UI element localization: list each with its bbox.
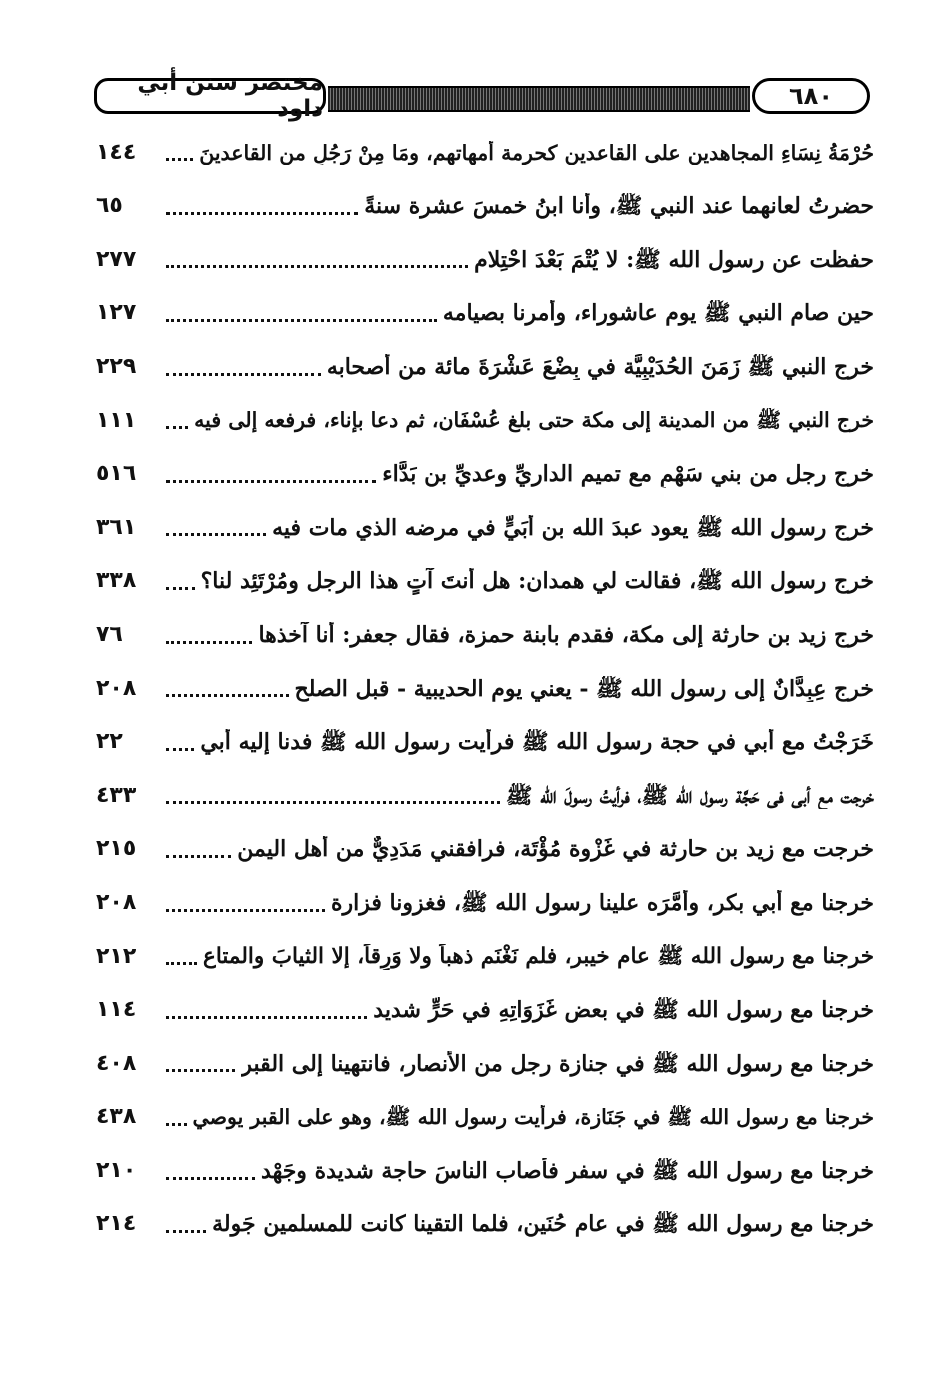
entry-text: خرجت مع أبي في حَجَّة رسول الله ﷺ، فرأيتُ رسولَ الله ﷺ bbox=[505, 782, 874, 809]
index-entry bbox=[96, 1144, 874, 1198]
entry-text: خرج النبي ﷺ من المدينة إلى مكة حتى بلغ عُسْفَان، ثم دعا بإناء، فرفعه إلى فيه bbox=[194, 408, 874, 433]
index-entry bbox=[96, 769, 874, 823]
leader-dots bbox=[166, 748, 194, 751]
entry-page-number: ٢١٢ bbox=[96, 943, 137, 969]
entry-text: حضرتُ لعانهما عند النبي ﷺ، وأنا ابنُ خمسَ عشرة سنةً bbox=[364, 193, 874, 220]
entry-text: خرجنا مع رسول الله ﷺ في عام حُنَين، فلما التقينا كانت للمسلمين جَولة bbox=[212, 1211, 874, 1238]
index-entry bbox=[96, 1198, 874, 1252]
entry-text: خرجنا مع أبي بكر، وأَمَّرَه علينا رسول الله ﷺ، فغزونا فزارة bbox=[330, 889, 874, 916]
entry-page-number: ٢٢٩ bbox=[96, 353, 137, 379]
index-entry bbox=[96, 608, 874, 662]
index-entry bbox=[96, 823, 874, 877]
index-entry bbox=[96, 876, 874, 930]
book-title: مختصر سنن أبي داود bbox=[94, 78, 326, 114]
index-entry bbox=[96, 287, 874, 341]
entry-text: حُرْمَةُ نِسَاءِ المجاهدين على القاعدين كحرمة أمهاتهم، ومَا مِنْ رَجُلٍ من القاعدينَ bbox=[199, 140, 874, 165]
entry-page-number: ٦٥ bbox=[96, 193, 123, 219]
entry-text: خرجنا مع رسول الله ﷺ في جَنَازة، فرأيت رسول الله ﷺ، وهو على القبر يوصي bbox=[192, 1105, 874, 1130]
index-entry bbox=[96, 394, 874, 448]
leader-dots bbox=[166, 801, 500, 804]
leader-dots bbox=[166, 855, 231, 858]
entry-page-number: ١١٤ bbox=[96, 997, 137, 1023]
entry-text: خرجنا مع رسول الله ﷺ في بعض غَزَوَاتِهِ في حَرٍّ شديد bbox=[373, 997, 874, 1024]
leader-dots bbox=[166, 587, 195, 590]
entry-page-number: ١٢٧ bbox=[96, 300, 137, 326]
entry-page-number: ٣٣٨ bbox=[96, 568, 137, 594]
index-entry bbox=[96, 448, 874, 502]
entry-text: خرج زيد بن حارثة إلى مكة، فقدم بابنة حمزة، فقال جعفر: أنا آخذها bbox=[258, 621, 874, 648]
entry-page-number: ٢٧٧ bbox=[96, 246, 137, 272]
index-list bbox=[96, 126, 874, 1251]
entry-page-number: ٢٢ bbox=[96, 729, 123, 755]
leader-dots bbox=[166, 158, 193, 161]
leader-dots bbox=[166, 909, 325, 912]
leader-dots bbox=[166, 1177, 255, 1180]
entry-page-number: ١١١ bbox=[96, 407, 137, 433]
entry-text: خرج رسول الله ﷺ يعود عبدَ الله بن أُبَيٍّ في مرضه الذي مات فيه bbox=[272, 514, 874, 541]
index-entry bbox=[96, 1091, 874, 1145]
index-entry bbox=[96, 662, 874, 716]
entry-text: خرجت مع زيد بن حارثة في غَزْوة مُؤْتَة، فرافقني مَدَدِيٌّ من أهل اليمن bbox=[237, 836, 874, 863]
leader-dots bbox=[166, 962, 197, 965]
entry-page-number: ٣٦١ bbox=[96, 514, 137, 540]
entry-text: خرج عِبِدَّانٌ إلى رسول الله ﷺ - يعني يوم الحديبية - قبل الصلح bbox=[294, 675, 874, 702]
leader-dots bbox=[166, 1123, 187, 1126]
entry-page-number: ٢١٤ bbox=[96, 1211, 137, 1237]
entry-page-number: ٢٠٨ bbox=[96, 675, 137, 701]
entry-text: خرج رسول الله ﷺ، فقالت لي همدان: هل أنتَ آتٍ هذا الرجل ومُرْتَئِد لنا؟ bbox=[200, 568, 874, 595]
leader-dots bbox=[166, 641, 252, 644]
entry-page-number: ٢١٠ bbox=[96, 1157, 137, 1183]
leader-dots bbox=[166, 265, 468, 268]
entry-text: خرجنا مع رسول الله ﷺ في سفر فأصاب الناسَ حاجة شديدة وجَهْد bbox=[261, 1157, 874, 1184]
leader-dots bbox=[166, 1230, 206, 1233]
entry-page-number: ٢١٥ bbox=[96, 836, 137, 862]
header-rule bbox=[328, 86, 750, 112]
entry-text: خرجنا مع رسول الله ﷺ في جنازة رجل من الأنصار، فانتهينا إلى القبر bbox=[241, 1050, 874, 1077]
leader-dots bbox=[166, 480, 376, 483]
leader-dots bbox=[166, 373, 321, 376]
entry-page-number: ٤٠٨ bbox=[96, 1050, 137, 1076]
index-entry bbox=[96, 716, 874, 770]
index-entry bbox=[96, 180, 874, 234]
index-entry bbox=[96, 233, 874, 287]
leader-dots bbox=[166, 319, 437, 322]
entry-text: حفظت عن رسول الله ﷺ: لا يُتْمَ بَعْدَ احْتِلامٍ bbox=[474, 246, 874, 273]
entry-page-number: ٢٠٨ bbox=[96, 889, 137, 915]
leader-dots bbox=[166, 694, 289, 697]
leader-dots bbox=[166, 1016, 367, 1019]
entry-page-number: ٧٦ bbox=[96, 621, 123, 647]
leader-dots bbox=[166, 533, 266, 536]
index-entry bbox=[96, 1037, 874, 1091]
entry-page-number: ١٤٤ bbox=[96, 139, 137, 165]
entry-page-number: ٤٣٣ bbox=[96, 782, 137, 808]
index-entry bbox=[96, 340, 874, 394]
page-header bbox=[88, 70, 870, 122]
index-entry bbox=[96, 501, 874, 555]
entry-text: خرجنا مع رسول الله ﷺ عام خيبر، فلم نَغْنَم ذهباً ولا وَرِقاً، إلا الثيابَ والمتاع bbox=[203, 943, 874, 969]
leader-dots bbox=[166, 1069, 235, 1072]
index-entry bbox=[96, 930, 874, 984]
index-entry bbox=[96, 984, 874, 1038]
index-entry bbox=[96, 555, 874, 609]
leader-dots bbox=[166, 426, 188, 429]
leader-dots bbox=[166, 212, 358, 215]
page-number: ٦٨٠ bbox=[752, 78, 870, 114]
entry-page-number: ٤٣٨ bbox=[96, 1104, 137, 1130]
entry-text: خَرَجْتُ مع أبي في حجة رسول الله ﷺ فرأيت رسول الله ﷺ فدنا إليه أبي bbox=[200, 729, 874, 756]
entry-text: حين صام النبي ﷺ يوم عاشوراء، وأمرنا بصيامه bbox=[442, 300, 874, 327]
entry-text: خرج النبي ﷺ زَمَنَ الحُدَيْبِيَّة في بِضْعَ عَشْرَةَ مائة من أصحابه bbox=[326, 353, 874, 380]
entry-page-number: ٥١٦ bbox=[96, 461, 137, 487]
index-entry bbox=[96, 126, 874, 180]
entry-text: خرج رجل من بني سَهْمٍ مع تميم الداريِّ وعديِّ بن بَدَّاء bbox=[382, 461, 874, 488]
